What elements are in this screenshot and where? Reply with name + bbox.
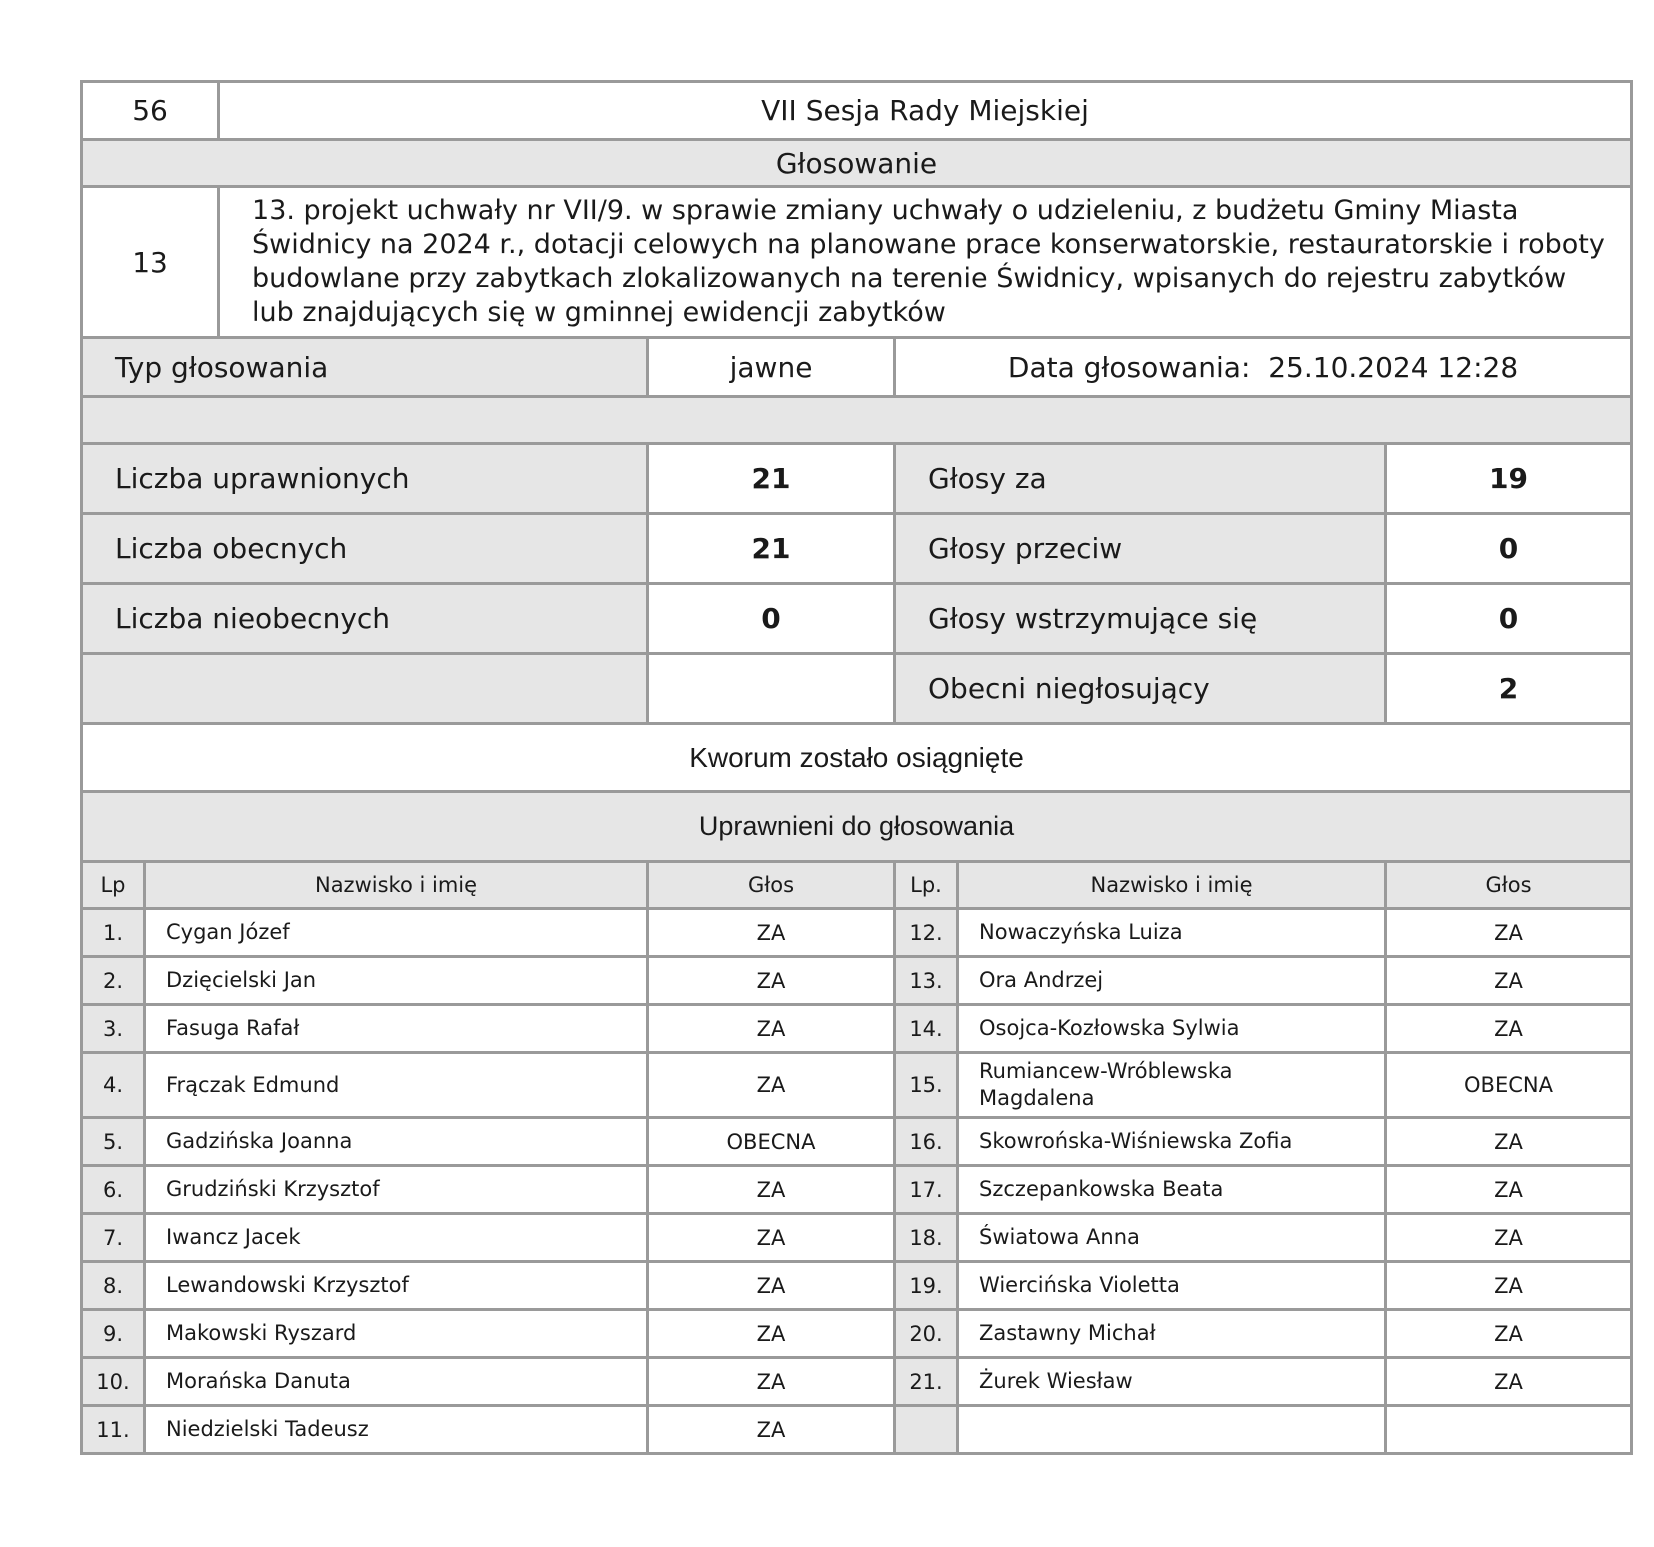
councillor-lp: 11. bbox=[82, 1406, 145, 1454]
voting-label-row bbox=[82, 140, 1632, 187]
councillor-vote: ZA bbox=[1386, 957, 1632, 1005]
councillor-name: Lewandowski Krzysztof bbox=[145, 1262, 648, 1310]
councillor-lp: 4. bbox=[82, 1053, 145, 1118]
stats-row-3 bbox=[82, 584, 1632, 654]
councillor-vote: ZA bbox=[648, 909, 895, 957]
session-header-row bbox=[82, 82, 1632, 140]
stats-row-1 bbox=[82, 444, 1632, 514]
votes-against-value: 0 bbox=[1386, 514, 1632, 584]
councillor-vote: ZA bbox=[648, 1214, 895, 1262]
voting-record-document bbox=[80, 80, 1605, 1455]
lp-header-left: Lp bbox=[82, 862, 145, 909]
councillor-vote: ZA bbox=[648, 1406, 895, 1454]
councillor-name: Morańska Danuta bbox=[145, 1358, 648, 1406]
councillor-name: Ora Andrzej bbox=[958, 957, 1386, 1005]
stats-row-2 bbox=[82, 514, 1632, 584]
voting-record-table bbox=[80, 80, 1633, 1455]
councillor-name: Cygan Józef bbox=[145, 909, 648, 957]
vote-type-value: jawne bbox=[648, 338, 895, 397]
table-row bbox=[82, 909, 1632, 957]
councillor-lp: 19. bbox=[895, 1262, 958, 1310]
lp-header-right: Lp. bbox=[895, 862, 958, 909]
councillor-name: Fasuga Rafał bbox=[145, 1005, 648, 1053]
vote-date-value: 25.10.2024 12:28 bbox=[1268, 350, 1519, 384]
councillor-lp: 7. bbox=[82, 1214, 145, 1262]
councillor-lp: 6. bbox=[82, 1166, 145, 1214]
table-row bbox=[82, 1053, 1632, 1118]
councillor-name: Gadzińska Joanna bbox=[145, 1118, 648, 1166]
votes-for-label: Głosy za bbox=[895, 444, 1386, 514]
table-row bbox=[82, 1310, 1632, 1358]
councillor-name: Iwancz Jacek bbox=[145, 1214, 648, 1262]
table-row bbox=[82, 957, 1632, 1005]
councillor-name: Osojca-Kozłowska Sylwia bbox=[958, 1005, 1386, 1053]
councillor-name: Nowaczyńska Luiza bbox=[958, 909, 1386, 957]
councillor-vote: ZA bbox=[1386, 1118, 1632, 1166]
voting-label: Głosowanie bbox=[82, 140, 1632, 187]
table-row bbox=[82, 1406, 1632, 1454]
list-header-row bbox=[82, 862, 1632, 909]
eligible-label: Liczba uprawnionych bbox=[82, 444, 648, 514]
table-row bbox=[82, 1118, 1632, 1166]
councillor-lp: 15. bbox=[895, 1053, 958, 1118]
councillor-name: Żurek Wiesław bbox=[958, 1358, 1386, 1406]
councillor-vote: ZA bbox=[1386, 1358, 1632, 1406]
councillor-vote: OBECNA bbox=[648, 1118, 895, 1166]
abstain-label: Głosy wstrzymujące się bbox=[895, 584, 1386, 654]
councillor-vote: ZA bbox=[1386, 1214, 1632, 1262]
councillor-vote: ZA bbox=[1386, 909, 1632, 957]
councillor-vote: ZA bbox=[648, 1358, 895, 1406]
empty-stat-label bbox=[82, 654, 648, 724]
present-label: Liczba obecnych bbox=[82, 514, 648, 584]
votes-for-value: 19 bbox=[1386, 444, 1632, 514]
vote-type-row bbox=[82, 338, 1632, 397]
councillor-name: Makowski Ryszard bbox=[145, 1310, 648, 1358]
vote-date bbox=[895, 338, 1632, 397]
stats-row-4 bbox=[82, 654, 1632, 724]
councillor-lp: 1. bbox=[82, 909, 145, 957]
councillor-name: Skowrońska-Wiśniewska Zofia bbox=[958, 1118, 1386, 1166]
councillor-lp: 16. bbox=[895, 1118, 958, 1166]
vote-date-label: Data głosowania: bbox=[1007, 350, 1251, 384]
quorum-status: Kworum zostało osiągnięte bbox=[82, 724, 1632, 792]
present-value: 21 bbox=[648, 514, 895, 584]
councillor-vote: ZA bbox=[648, 1262, 895, 1310]
vote-header-left: Głos bbox=[648, 862, 895, 909]
table-row bbox=[82, 1005, 1632, 1053]
eligible-title: Uprawnieni do głosowania bbox=[82, 792, 1632, 862]
councillor-name: Światowa Anna bbox=[958, 1214, 1386, 1262]
nonvoting-label: Obecni niegłosujący bbox=[895, 654, 1386, 724]
item-number: 13 bbox=[82, 187, 219, 338]
table-row bbox=[82, 1166, 1632, 1214]
councillor-lp: 8. bbox=[82, 1262, 145, 1310]
councillor-vote: ZA bbox=[1386, 1310, 1632, 1358]
councillor-vote: ZA bbox=[1386, 1166, 1632, 1214]
councillor-vote: ZA bbox=[648, 1310, 895, 1358]
vote-type-label: Typ głosowania bbox=[82, 338, 648, 397]
councillor-vote: ZA bbox=[1386, 1262, 1632, 1310]
councillor-name: Zastawny Michał bbox=[958, 1310, 1386, 1358]
councillor-lp: 13. bbox=[895, 957, 958, 1005]
councillor-vote: OBECNA bbox=[1386, 1053, 1632, 1118]
councillor-vote: ZA bbox=[648, 1166, 895, 1214]
nonvoting-value: 2 bbox=[1386, 654, 1632, 724]
session-number: 56 bbox=[82, 82, 219, 140]
session-title: VII Sesja Rady Miejskiej bbox=[219, 82, 1632, 140]
votes-against-label: Głosy przeciw bbox=[895, 514, 1386, 584]
name-header-left: Nazwisko i imię bbox=[145, 862, 648, 909]
councillor-name bbox=[958, 1406, 1386, 1454]
eligible-title-row bbox=[82, 792, 1632, 862]
empty-stat-value bbox=[648, 654, 895, 724]
councillor-name: Dzięcielski Jan bbox=[145, 957, 648, 1005]
table-row bbox=[82, 1262, 1632, 1310]
councillor-lp: 20. bbox=[895, 1310, 958, 1358]
councillor-lp: 2. bbox=[82, 957, 145, 1005]
councillor-lp: 5. bbox=[82, 1118, 145, 1166]
item-description: 13. projekt uchwały nr VII/9. w sprawie zmiany uchwały o udzieleniu, z budżetu Gminy Miasta Świdnicy na 2024 r., dotacji celowych na planowane prace konserwatorskie, restauratorskie i roboty budowlane przy zabytkach zlokalizowanych na terenie Świdnicy, wpisanych do rejestru zabytków lub znajdujących się w gminnej ewidencji zabytków bbox=[219, 187, 1632, 338]
councillor-lp: 3. bbox=[82, 1005, 145, 1053]
councillor-name: Szczepankowska Beata bbox=[958, 1166, 1386, 1214]
councillor-lp bbox=[895, 1406, 958, 1454]
councillor-lp: 17. bbox=[895, 1166, 958, 1214]
councillor-lp: 21. bbox=[895, 1358, 958, 1406]
absent-label: Liczba nieobecnych bbox=[82, 584, 648, 654]
table-row bbox=[82, 1358, 1632, 1406]
councillor-lp: 10. bbox=[82, 1358, 145, 1406]
councillor-lp: 14. bbox=[895, 1005, 958, 1053]
table-row bbox=[82, 1214, 1632, 1262]
name-header-right: Nazwisko i imię bbox=[958, 862, 1386, 909]
councillor-lp: 12. bbox=[895, 909, 958, 957]
eligible-value: 21 bbox=[648, 444, 895, 514]
councillor-name: Wiercińska Violetta bbox=[958, 1262, 1386, 1310]
councillor-vote: ZA bbox=[648, 1005, 895, 1053]
quorum-row bbox=[82, 724, 1632, 792]
councillor-name: Rumiancew-Wróblewska Magdalena bbox=[958, 1053, 1386, 1118]
absent-value: 0 bbox=[648, 584, 895, 654]
vote-header-right: Głos bbox=[1386, 862, 1632, 909]
item-row bbox=[82, 187, 1632, 338]
councillor-lp: 9. bbox=[82, 1310, 145, 1358]
abstain-value: 0 bbox=[1386, 584, 1632, 654]
councillor-vote bbox=[1386, 1406, 1632, 1454]
spacer-bar bbox=[82, 397, 1632, 444]
councillor-vote: ZA bbox=[1386, 1005, 1632, 1053]
councillor-vote: ZA bbox=[648, 957, 895, 1005]
councillor-name: Grudziński Krzysztof bbox=[145, 1166, 648, 1214]
councillor-lp: 18. bbox=[895, 1214, 958, 1262]
councillor-name: Frączak Edmund bbox=[145, 1053, 648, 1118]
councillor-vote: ZA bbox=[648, 1053, 895, 1118]
spacer-row bbox=[82, 397, 1632, 444]
councillor-name: Niedzielski Tadeusz bbox=[145, 1406, 648, 1454]
